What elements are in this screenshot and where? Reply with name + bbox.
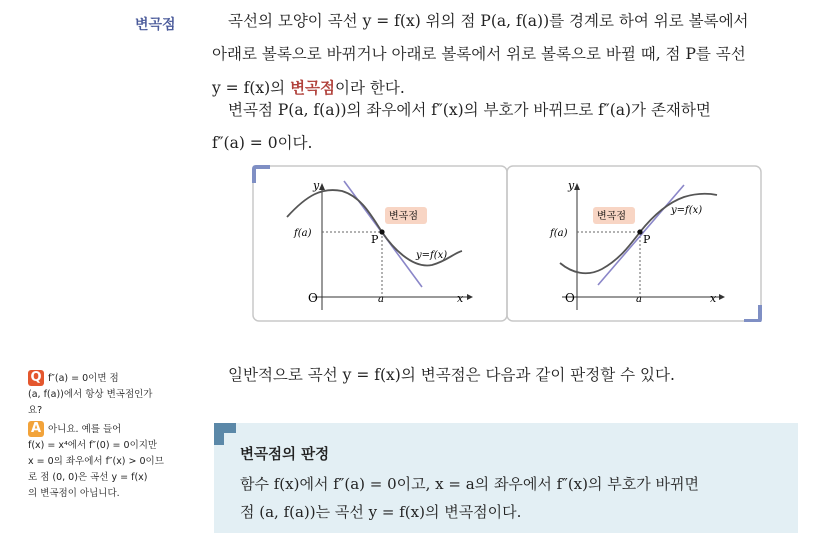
intro-line-1: 곡선의 모양이 곡선 y = f(x) 위의 점 P(a, f(a))를 경계로 하여 위로 볼록에서 [228,12,749,30]
answer [28,421,200,438]
left-point-p [379,229,384,234]
criteria-line-2: 점 (a, f(a))는 곡선 y = f(x)의 변곡점이다. [240,503,522,521]
a-line-1: 아니요. 예를 들어 [48,424,122,435]
intro-line-2: 아래로 볼록으로 바뀌거나 아래로 볼록에서 위로 볼록으로 바뀔 때, 점 P를 곡선 [212,45,746,63]
right-tangent-line [598,185,684,285]
criteria-corner [214,423,236,445]
right-fa-label: f(a) [550,228,568,239]
left-curve-label: y=f(x) [416,250,448,261]
a-line-2: f(x) = x⁴에서 f″(0) = 0이지만 [28,440,158,451]
left-x-label: x [457,292,464,305]
right-p-label: P [643,233,651,246]
inflection-term: 변곡점 [290,78,335,97]
general-statement: 일반적으로 곡선 y = f(x)의 변곡점은 다음과 같이 판정할 수 있다. [228,366,675,384]
left-y-label: y [313,179,320,192]
criteria-title: 변곡점의 판정 [240,447,330,463]
right-x-label: x [710,292,717,305]
right-curve-label: y=f(x) [671,205,703,216]
intro-line-3-a: y = f(x)의 [212,79,291,97]
right-a-label: a [636,294,642,305]
left-graph [287,179,473,310]
q-line-3: 요? [28,405,43,416]
a-badge: A [28,421,44,437]
a-line-3: x = 0의 좌우에서 f″(x) > 0이므 [28,456,164,467]
condition-line-1: 변곡점 P(a, f(a))의 좌우에서 f″(x)의 부호가 바뀌므로 f″(a)가 존재하면 [228,101,711,119]
left-inflection-tag: 변곡점 [389,211,418,222]
left-a-label: a [378,294,384,305]
intro-paragraph [212,5,812,105]
right-point-p [637,229,642,234]
q-line-2: (a, f(a))에서 항상 변곡점인가 [28,389,153,400]
a-line-5: 의 변곡점이 아닙니다. [28,488,120,499]
right-origin: O [565,291,575,305]
sidebar-term: 변곡점 [135,17,176,33]
right-inflection-tag: 변곡점 [597,211,626,222]
inflection-figures [252,165,762,322]
right-graph [549,179,725,310]
frame-corner-bottom-right [744,305,760,321]
condition-line-2: f″(a) = 0이다. [212,134,313,152]
intro-line-3-b: 이라 한다. [335,79,405,97]
condition-paragraph [212,94,812,160]
question [28,370,200,387]
left-fa-label: f(a) [294,228,312,239]
frame-corner-top-left [254,167,270,183]
criteria-box [214,423,798,533]
q-line-1: f″(a) = 0이면 점 [48,373,119,384]
left-origin: O [308,291,318,305]
criteria-line-1: 함수 f(x)에서 f″(a) = 0이고, x = a의 좌우에서 f″(x)의 부호가 바뀌면 [240,475,699,493]
q-badge: Q [28,370,44,386]
right-y-label: y [568,179,575,192]
left-p-label: P [371,233,379,246]
a-line-4: 로 점 (0, 0)은 곡선 y = f(x) [28,472,148,483]
qa-sidenote [28,370,200,502]
